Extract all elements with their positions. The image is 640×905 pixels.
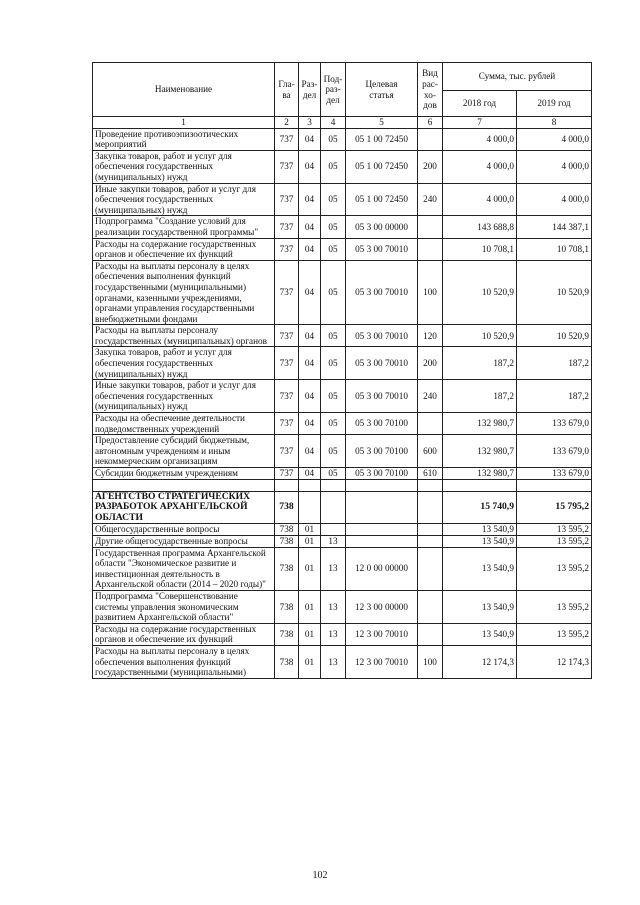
table-row bbox=[93, 524, 592, 536]
row-expense-type: 610 bbox=[418, 468, 443, 480]
row-section: 01 bbox=[299, 524, 321, 536]
row-subsection: 05 bbox=[321, 128, 346, 150]
row-chapter: 738 bbox=[275, 645, 299, 678]
row-expense-type: 100 bbox=[418, 260, 443, 325]
table-row bbox=[93, 150, 592, 183]
header-expense-type bbox=[418, 63, 443, 117]
row-target-article: 05 1 00 72450 bbox=[346, 150, 418, 183]
row-sum-2019: 13 595,2 bbox=[517, 547, 592, 590]
row-name: Проведение противоэпизоотических мероприятий bbox=[93, 128, 275, 150]
row-subsection: 05 bbox=[321, 260, 346, 325]
table-row bbox=[93, 183, 592, 216]
row-section: 04 bbox=[299, 380, 321, 413]
row-section: 01 bbox=[299, 623, 321, 645]
row-expense-type bbox=[418, 479, 443, 491]
row-sum-2019: 13 595,2 bbox=[517, 623, 592, 645]
row-section: 04 bbox=[299, 183, 321, 216]
budget-table bbox=[92, 62, 592, 679]
row-sum-2019: 133 679,0 bbox=[517, 413, 592, 435]
header-subsection-label: Под- раз- дел bbox=[323, 73, 343, 105]
row-target-article bbox=[346, 479, 418, 491]
row-section: 04 bbox=[299, 260, 321, 325]
row-target-article: 05 3 00 70010 bbox=[346, 380, 418, 413]
row-chapter: 737 bbox=[275, 183, 299, 216]
header-year-2019: 2019 год bbox=[517, 91, 592, 117]
row-subsection: 05 bbox=[321, 380, 346, 413]
row-section bbox=[299, 491, 321, 524]
row-sum-2018: 132 980,7 bbox=[443, 435, 517, 468]
row-name: Подпрограмма "Создание условий для реализации государственной программы" bbox=[93, 216, 275, 238]
row-sum-2019 bbox=[517, 479, 592, 491]
row-chapter: 738 bbox=[275, 491, 299, 524]
row-chapter: 738 bbox=[275, 535, 299, 547]
row-sum-2019: 187,2 bbox=[517, 347, 592, 380]
table-row bbox=[93, 535, 592, 547]
row-chapter: 737 bbox=[275, 435, 299, 468]
row-name: Предоставление субсидий бюджетным, автономным учреждениям и иным некоммерческим организациям bbox=[93, 435, 275, 468]
table-row bbox=[93, 435, 592, 468]
table-row bbox=[93, 413, 592, 435]
row-chapter: 738 bbox=[275, 590, 299, 623]
table-row bbox=[93, 238, 592, 260]
row-chapter: 737 bbox=[275, 216, 299, 238]
row-subsection bbox=[321, 491, 346, 524]
row-target-article: 05 3 00 70010 bbox=[346, 238, 418, 260]
row-chapter: 738 bbox=[275, 547, 299, 590]
row-section: 04 bbox=[299, 216, 321, 238]
row-target-article: 05 1 00 72450 bbox=[346, 183, 418, 216]
header-subsection bbox=[321, 63, 346, 117]
row-subsection bbox=[321, 479, 346, 491]
row-sum-2019: 4 000,0 bbox=[517, 183, 592, 216]
row-target-article: 05 3 00 70100 bbox=[346, 435, 418, 468]
row-sum-2018: 12 174,3 bbox=[443, 645, 517, 678]
header-sum: Сумма, тыс. рублей bbox=[443, 63, 592, 91]
row-sum-2018 bbox=[443, 479, 517, 491]
row-name: Расходы на обеспечение деятельности подведомственных учреждений bbox=[93, 413, 275, 435]
row-chapter: 737 bbox=[275, 128, 299, 150]
row-target-article: 12 0 00 00000 bbox=[346, 547, 418, 590]
row-expense-type bbox=[418, 491, 443, 524]
row-sum-2018: 13 540,9 bbox=[443, 547, 517, 590]
row-expense-type bbox=[418, 216, 443, 238]
row-sum-2018: 13 540,9 bbox=[443, 623, 517, 645]
row-chapter: 738 bbox=[275, 623, 299, 645]
row-expense-type bbox=[418, 128, 443, 150]
row-name: Закупка товаров, работ и услуг для обеспечения государственных (муниципальных) нужд bbox=[93, 347, 275, 380]
table-row bbox=[93, 645, 592, 678]
table-row bbox=[93, 380, 592, 413]
row-name: Другие общегосударственные вопросы bbox=[93, 535, 275, 547]
row-expense-type: 240 bbox=[418, 380, 443, 413]
row-expense-type bbox=[418, 413, 443, 435]
row-sum-2019: 10 708,1 bbox=[517, 238, 592, 260]
row-subsection: 13 bbox=[321, 535, 346, 547]
row-expense-type bbox=[418, 623, 443, 645]
row-chapter: 737 bbox=[275, 150, 299, 183]
row-section bbox=[299, 479, 321, 491]
column-number-row bbox=[93, 117, 592, 129]
row-chapter bbox=[275, 479, 299, 491]
header-expense-type-label: Вид рас- хо- дов bbox=[422, 68, 438, 111]
column-number: 3 bbox=[299, 117, 321, 129]
row-sum-2018: 143 688,8 bbox=[443, 216, 517, 238]
row-target-article: 12 3 00 00000 bbox=[346, 590, 418, 623]
row-expense-type bbox=[418, 524, 443, 536]
row-sum-2018: 13 540,9 bbox=[443, 590, 517, 623]
row-target-article bbox=[346, 524, 418, 536]
row-chapter: 737 bbox=[275, 260, 299, 325]
row-name: Иные закупки товаров, работ и услуг для обеспечения государственных (муниципальных) нужд bbox=[93, 183, 275, 216]
table-row bbox=[93, 216, 592, 238]
row-name: АГЕНТСТВО СТРАТЕГИЧЕСКИХ РАЗРАБОТОК АРХАНГЕЛЬСКОЙ ОБЛАСТИ bbox=[93, 491, 275, 524]
row-subsection: 05 bbox=[321, 150, 346, 183]
row-subsection: 13 bbox=[321, 623, 346, 645]
row-sum-2019: 4 000,0 bbox=[517, 128, 592, 150]
row-sum-2019: 12 174,3 bbox=[517, 645, 592, 678]
row-name: Расходы на содержание государственных органов и обеспечение их функций bbox=[93, 623, 275, 645]
column-number: 5 bbox=[346, 117, 418, 129]
row-target-article: 05 3 00 70100 bbox=[346, 413, 418, 435]
row-sum-2018: 4 000,0 bbox=[443, 183, 517, 216]
row-sum-2018: 132 980,7 bbox=[443, 468, 517, 480]
row-target-article: 05 3 00 70100 bbox=[346, 468, 418, 480]
table-row bbox=[93, 468, 592, 480]
row-name: Субсидии бюджетным учреждениям bbox=[93, 468, 275, 480]
row-section: 01 bbox=[299, 645, 321, 678]
row-expense-type: 100 bbox=[418, 645, 443, 678]
row-subsection: 05 bbox=[321, 413, 346, 435]
row-section: 04 bbox=[299, 128, 321, 150]
row-sum-2019: 10 520,9 bbox=[517, 260, 592, 325]
header-target-article-label: Целевая статья bbox=[365, 78, 398, 100]
row-name: Государственная программа Архангельской области "Экономическое развитие и инвестиционная деятельность в Архангельской области (2014 – 2020 годы)" bbox=[93, 547, 275, 590]
row-expense-type bbox=[418, 535, 443, 547]
table-row bbox=[93, 491, 592, 524]
row-target-article bbox=[346, 491, 418, 524]
column-number: 6 bbox=[418, 117, 443, 129]
row-sum-2018: 15 740,9 bbox=[443, 491, 517, 524]
row-sum-2019: 144 387,1 bbox=[517, 216, 592, 238]
row-sum-2019: 13 595,2 bbox=[517, 535, 592, 547]
row-subsection bbox=[321, 524, 346, 536]
row-name: Расходы на выплаты персоналу государственных (муниципальных) органов bbox=[93, 325, 275, 347]
table-row bbox=[93, 325, 592, 347]
row-target-article: 12 3 00 70010 bbox=[346, 645, 418, 678]
page-number: 102 bbox=[312, 870, 328, 881]
table-row bbox=[93, 590, 592, 623]
column-number: 1 bbox=[93, 117, 275, 129]
row-sum-2019: 13 595,2 bbox=[517, 590, 592, 623]
row-sum-2018: 10 708,1 bbox=[443, 238, 517, 260]
row-sum-2019: 133 679,0 bbox=[517, 435, 592, 468]
row-sum-2018: 187,2 bbox=[443, 347, 517, 380]
row-sum-2019: 187,2 bbox=[517, 380, 592, 413]
row-name: Расходы на выплаты персоналу в целях обеспечения выполнения функций государственными (муниципальными) органами, казенными учреждениями, органами управления государственными внебюджетными фондами bbox=[93, 260, 275, 325]
row-subsection: 05 bbox=[321, 347, 346, 380]
row-sum-2018: 13 540,9 bbox=[443, 535, 517, 547]
row-section: 04 bbox=[299, 150, 321, 183]
row-sum-2019: 133 679,0 bbox=[517, 468, 592, 480]
row-expense-type bbox=[418, 590, 443, 623]
row-chapter: 737 bbox=[275, 468, 299, 480]
row-target-article: 05 1 00 72450 bbox=[346, 128, 418, 150]
table-row bbox=[93, 128, 592, 150]
row-sum-2018: 13 540,9 bbox=[443, 524, 517, 536]
row-sum-2018: 10 520,9 bbox=[443, 260, 517, 325]
row-subsection: 05 bbox=[321, 325, 346, 347]
row-section: 04 bbox=[299, 347, 321, 380]
row-sum-2019: 13 595,2 bbox=[517, 524, 592, 536]
row-sum-2019: 4 000,0 bbox=[517, 150, 592, 183]
header-chapter-label: Гла- ва bbox=[278, 78, 295, 100]
row-sum-2018: 187,2 bbox=[443, 380, 517, 413]
row-subsection: 05 bbox=[321, 216, 346, 238]
column-number: 2 bbox=[275, 117, 299, 129]
row-name: Закупка товаров, работ и услуг для обеспечения государственных (муниципальных) нужд bbox=[93, 150, 275, 183]
row-subsection: 13 bbox=[321, 590, 346, 623]
row-expense-type bbox=[418, 547, 443, 590]
row-subsection: 05 bbox=[321, 468, 346, 480]
table-row bbox=[93, 260, 592, 325]
row-section: 01 bbox=[299, 547, 321, 590]
column-number: 7 bbox=[443, 117, 517, 129]
row-subsection: 05 bbox=[321, 238, 346, 260]
column-number: 4 bbox=[321, 117, 346, 129]
row-expense-type bbox=[418, 238, 443, 260]
table-body bbox=[93, 128, 592, 678]
row-target-article bbox=[346, 535, 418, 547]
row-name bbox=[93, 479, 275, 491]
row-section: 04 bbox=[299, 435, 321, 468]
row-chapter: 737 bbox=[275, 347, 299, 380]
column-number: 8 bbox=[517, 117, 592, 129]
row-expense-type: 120 bbox=[418, 325, 443, 347]
row-section: 01 bbox=[299, 590, 321, 623]
row-sum-2019: 15 795,2 bbox=[517, 491, 592, 524]
row-expense-type: 240 bbox=[418, 183, 443, 216]
header-chapter bbox=[275, 63, 299, 117]
table-row bbox=[93, 547, 592, 590]
row-subsection: 05 bbox=[321, 435, 346, 468]
row-target-article: 05 3 00 70010 bbox=[346, 260, 418, 325]
row-sum-2018: 4 000,0 bbox=[443, 128, 517, 150]
row-section: 04 bbox=[299, 238, 321, 260]
row-subsection: 13 bbox=[321, 645, 346, 678]
spacer-row bbox=[93, 479, 592, 491]
row-name: Расходы на выплаты персоналу в целях обеспечения выполнения функций государственными (муниципальными) bbox=[93, 645, 275, 678]
row-target-article: 05 3 00 00000 bbox=[346, 216, 418, 238]
row-target-article: 05 3 00 70010 bbox=[346, 325, 418, 347]
table-row bbox=[93, 347, 592, 380]
row-sum-2018: 4 000,0 bbox=[443, 150, 517, 183]
row-section: 04 bbox=[299, 468, 321, 480]
row-chapter: 737 bbox=[275, 325, 299, 347]
row-name: Подпрограмма "Совершенствование системы управления экономическим развитием Архангельской области" bbox=[93, 590, 275, 623]
header-section bbox=[299, 63, 321, 117]
row-expense-type: 200 bbox=[418, 150, 443, 183]
row-chapter: 738 bbox=[275, 524, 299, 536]
row-expense-type: 600 bbox=[418, 435, 443, 468]
row-name: Общегосударственные вопросы bbox=[93, 524, 275, 536]
row-sum-2018: 10 520,9 bbox=[443, 325, 517, 347]
row-section: 04 bbox=[299, 325, 321, 347]
header-year-2018: 2018 год bbox=[443, 91, 517, 117]
row-name: Иные закупки товаров, работ и услуг для обеспечения государственных (муниципальных) нужд bbox=[93, 380, 275, 413]
header-section-label: Раз- дел bbox=[301, 78, 318, 100]
row-target-article: 05 3 00 70010 bbox=[346, 347, 418, 380]
row-expense-type: 200 bbox=[418, 347, 443, 380]
row-chapter: 737 bbox=[275, 238, 299, 260]
row-subsection: 05 bbox=[321, 183, 346, 216]
header-target-article bbox=[346, 63, 418, 117]
row-sum-2019: 10 520,9 bbox=[517, 325, 592, 347]
row-subsection: 13 bbox=[321, 547, 346, 590]
row-sum-2018: 132 980,7 bbox=[443, 413, 517, 435]
row-chapter: 737 bbox=[275, 413, 299, 435]
row-chapter: 737 bbox=[275, 380, 299, 413]
row-section: 04 bbox=[299, 413, 321, 435]
row-target-article: 12 3 00 70010 bbox=[346, 623, 418, 645]
row-section: 01 bbox=[299, 535, 321, 547]
header-name: Наименование bbox=[93, 63, 275, 117]
table-row bbox=[93, 623, 592, 645]
row-name: Расходы на содержание государственных органов и обеспечение их функций bbox=[93, 238, 275, 260]
